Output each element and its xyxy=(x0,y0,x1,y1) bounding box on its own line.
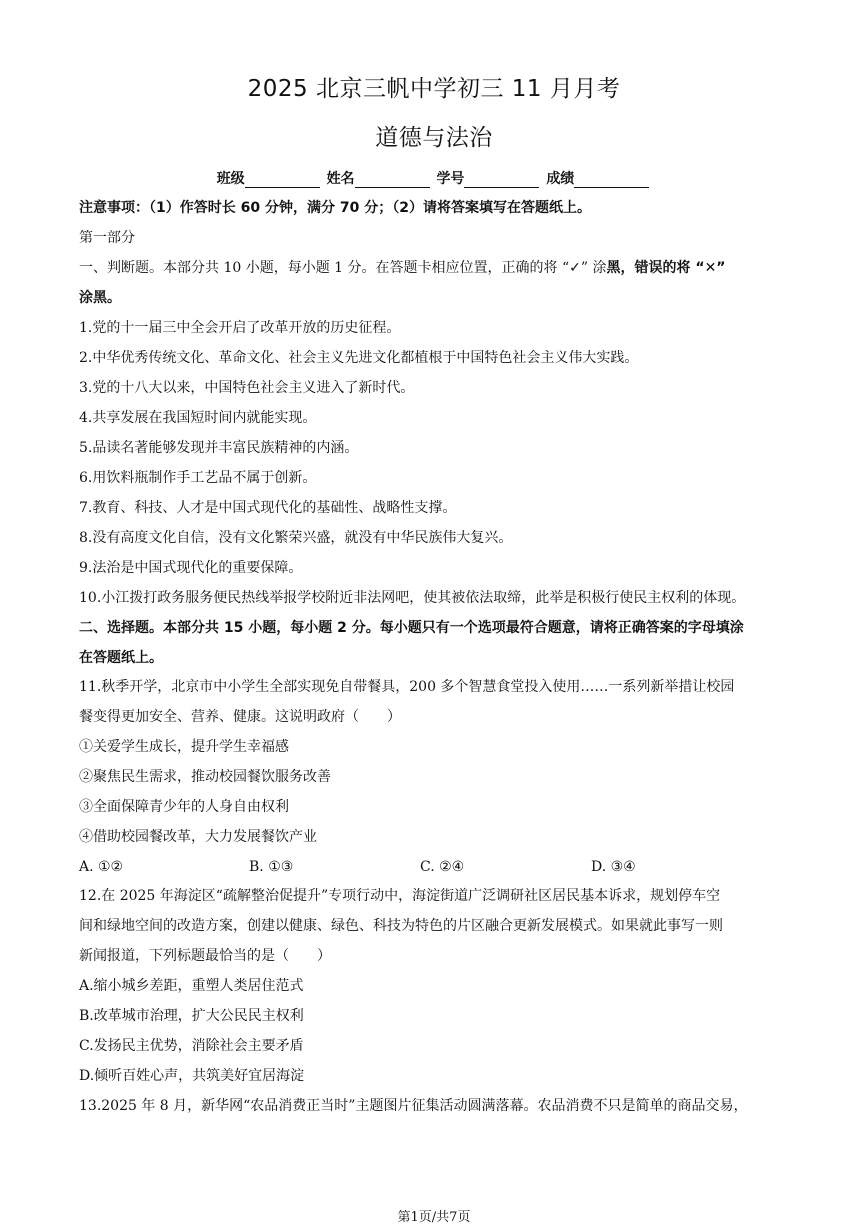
q11-option-a[interactable]: A. ①② xyxy=(79,859,124,875)
judge-item-9: 9.法治是中国式现代化的重要保障。 xyxy=(79,560,303,576)
section1-intro-a: 一、判断题。本部分共 10 小题，每小题 1 分。在答题卡相应位置，正确的将 “ xyxy=(79,260,570,276)
notice: 注意事项：（1）作答时长 60 分钟，满分 70 分；（2）请将答案填写在答题纸上。 xyxy=(79,200,591,216)
student-info-row xyxy=(0,168,868,188)
student-id-label: 学号 xyxy=(436,171,465,187)
q11-statement-3: ③全面保障青少年的人身自由权利 xyxy=(79,799,289,815)
q12-option-b[interactable]: B.改革城市治理，扩大公民民主权利 xyxy=(79,1008,304,1024)
q12-stem-3: 新闻报道，下列标题最恰当的是（ ） xyxy=(79,948,331,964)
judge-item-4: 4.共享发展在我国短时间内就能实现。 xyxy=(79,410,317,426)
q12-option-a[interactable]: A.缩小城乡差距，重塑人类居住范式 xyxy=(79,978,304,994)
section1-intro-d: ” xyxy=(716,260,726,276)
judge-item-10: 10.小江拨打政务服务便民热线举报学校附近非法网吧，使其被依法取缔，此举是积极行使民主权利的体现。 xyxy=(79,590,746,606)
cross-mark-icon: ✕ xyxy=(704,260,717,276)
check-mark-icon: ✓ xyxy=(569,260,581,276)
score-blank[interactable] xyxy=(574,172,649,188)
judge-item-5: 5.品读名著能够发现并丰富民族精神的内涵。 xyxy=(79,440,359,456)
section1-intro-end: 涂黑。 xyxy=(79,290,121,306)
class-blank[interactable] xyxy=(245,172,320,188)
q12-option-c[interactable]: C.发扬民主优势，消除社会主要矛盾 xyxy=(79,1038,304,1054)
judge-item-8: 8.没有高度文化自信，没有文化繁荣兴盛，就没有中华民族伟大复兴。 xyxy=(79,530,513,546)
q12-option-d[interactable]: D.倾听百姓心声，共筑美好宜居海淀 xyxy=(79,1068,305,1084)
judge-item-6: 6.用饮料瓶制作手工艺品不属于创新。 xyxy=(79,470,317,486)
section2-intro-1: 二、选择题。本部分共 15 小题，每小题 2 分。每小题只有一个选项最符合题意，请将正确答案的字母填涂 xyxy=(79,620,744,636)
class-label: 班级 xyxy=(216,171,245,187)
section1-intro xyxy=(79,258,726,278)
part-heading: 第一部分 xyxy=(79,230,135,246)
judge-item-7: 7.教育、科技、人才是中国式现代化的基础性、战略性支撑。 xyxy=(79,500,457,516)
score-label: 成绩 xyxy=(546,171,575,187)
q11-statement-2: ②聚焦民生需求，推动校园餐饮服务改善 xyxy=(79,769,331,785)
exam-title: 2025 北京三帆中学初三 11 月月考 xyxy=(247,76,621,102)
q11-statement-4: ④借助校园餐改革，大力发展餐饮产业 xyxy=(79,829,317,845)
student-id-blank[interactable] xyxy=(464,172,539,188)
judge-item-1: 1.党的十一届三中全会开启了改革开放的历史征程。 xyxy=(79,320,401,336)
q11-statement-1: ①关爱学生成长，提升学生幸福感 xyxy=(79,739,289,755)
q11-stem-1: 11.秋季开学，北京市中小学生全部实现免自带餐具，200 多个智慧食堂投入使用……一系列新举措让校园 xyxy=(79,679,735,695)
q11-option-d[interactable]: D. ③④ xyxy=(591,859,636,875)
q12-stem-1: 12.在 2025 年海淀区“疏解整治促提升”专项行动中，海淀街道广泛调研社区居民基本诉求，规划停车空 xyxy=(79,888,721,904)
q12-stem-2: 间和绿地空间的改造方案，创建以健康、绿色、科技为特色的片区融合更新发展模式。如果就此事写一则 xyxy=(79,918,723,934)
name-label: 姓名 xyxy=(326,171,355,187)
q13-stem-1: 13.2025 年 8 月，新华网“农品消费正当时”主题图片征集活动圆满落幕。农品消费不只是简单的商品交易， xyxy=(79,1098,748,1114)
name-blank[interactable] xyxy=(355,172,430,188)
page-number: 第1页/共7页 xyxy=(397,1210,471,1225)
q11-option-b[interactable]: B. ①③ xyxy=(249,859,294,875)
judge-item-2: 2.中华优秀传统文化、革命文化、社会主义先进文化都植根于中国特色社会主义伟大实践。 xyxy=(79,350,639,366)
q11-stem-2: 餐变得更加安全、营养、健康。这说明政府（ ） xyxy=(79,709,401,725)
section2-intro-2: 在答题纸上。 xyxy=(79,650,163,666)
section1-intro-c: 黑，错误的将 “ xyxy=(606,260,705,276)
q11-option-c[interactable]: C. ②④ xyxy=(420,859,465,875)
judge-item-3: 3.党的十八大以来，中国特色社会主义进入了新时代。 xyxy=(79,380,415,396)
section1-intro-b: ” 涂 xyxy=(580,260,607,276)
subject-title: 道德与法治 xyxy=(375,125,493,151)
